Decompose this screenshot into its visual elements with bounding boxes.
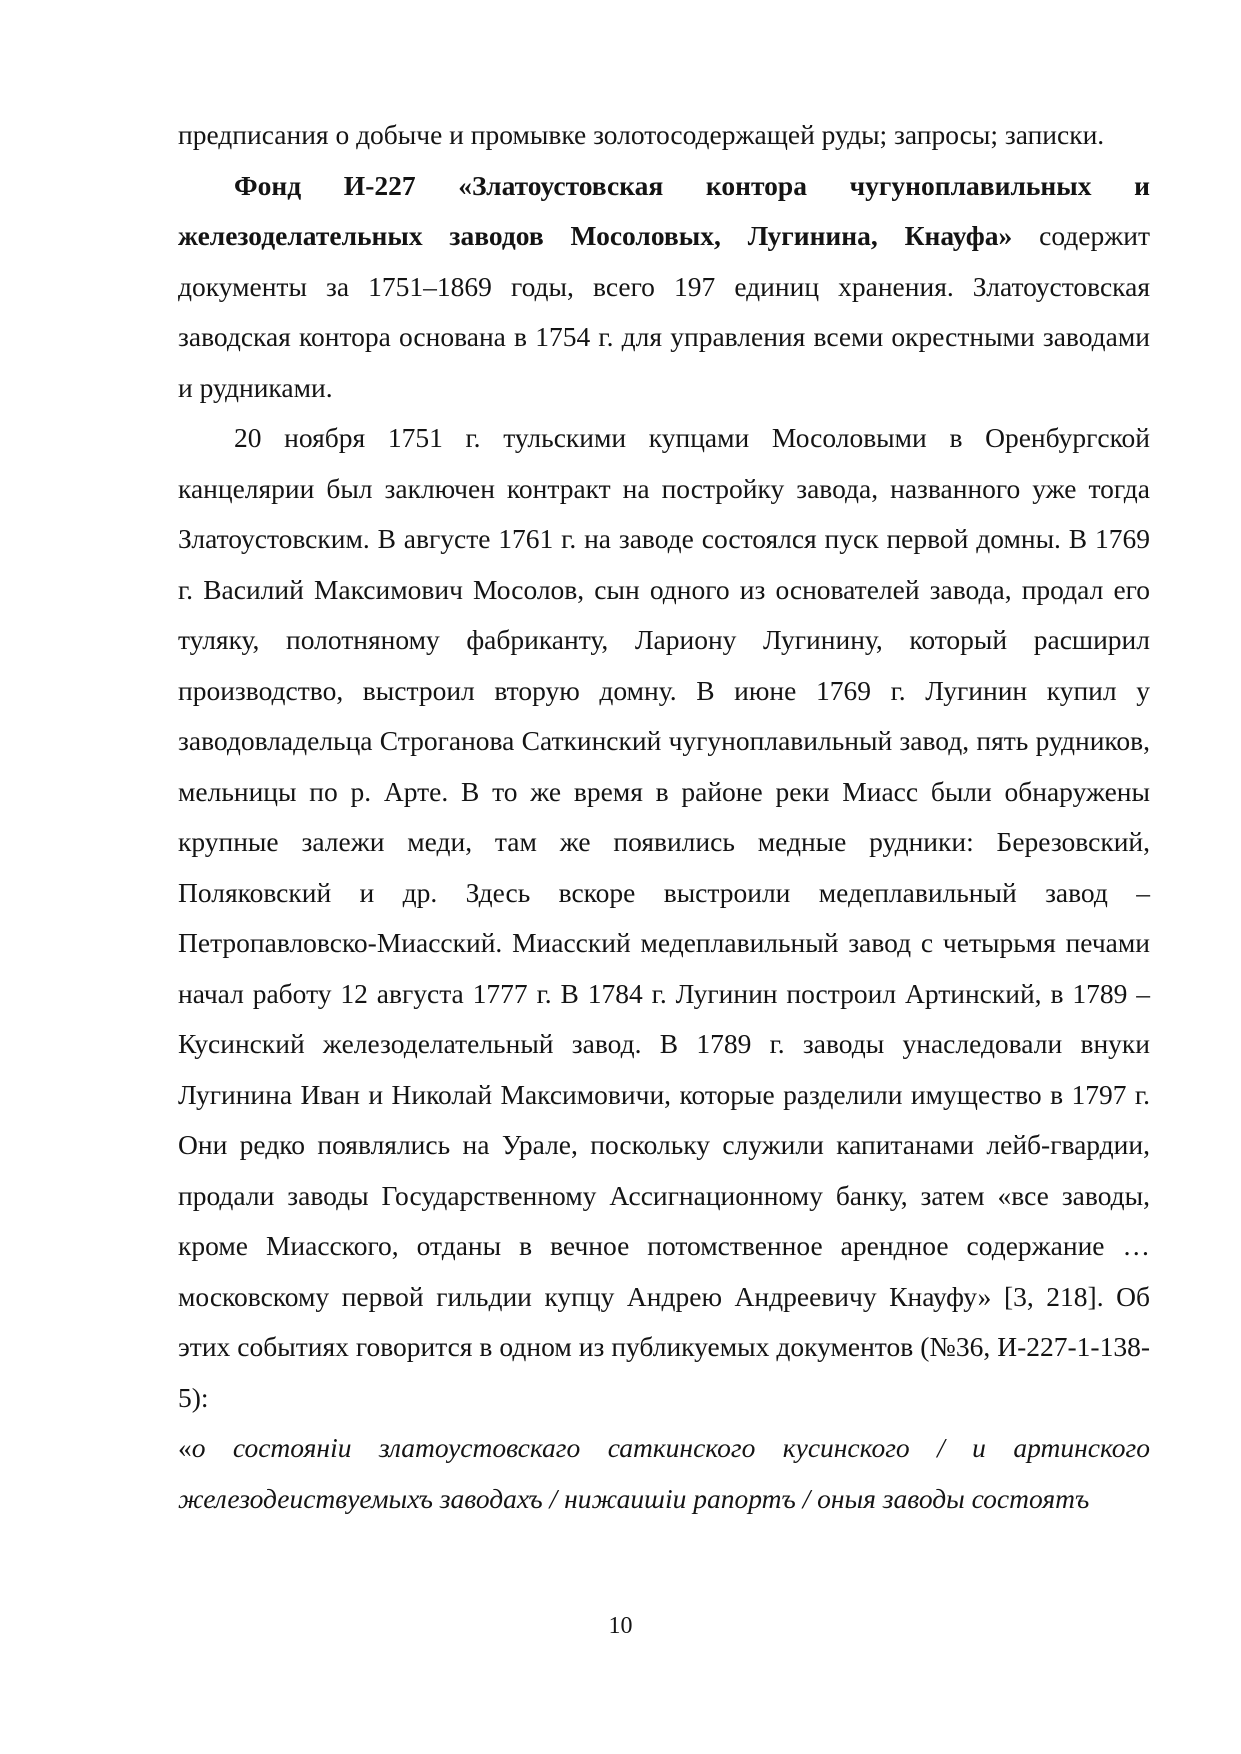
fond-title: Фонд И-227 «Златоустовская контора чугуноплавильных и железоделательных заводов Мосоловых, Лугинина, Кнауфа» <box>178 169 1150 251</box>
paragraph-fond-description <box>178 161 1150 414</box>
page-number: 10 <box>608 1613 633 1639</box>
paragraph-quoted-document <box>178 1423 1150 1524</box>
paragraph-continuation: предписания о добыче и промывке золотосодержащей руды; запросы; записки. <box>178 119 1105 150</box>
open-quote: « <box>178 1432 192 1463</box>
document-body <box>178 110 1150 1524</box>
fond-description-text: содержит документы за 1751–1869 годы, всего 197 единиц хранения. Златоустовская заводская контора основана в 1754 г. для управления всеми окрестными заводами и рудниками. <box>178 220 1150 403</box>
quoted-document-text: о состоянiи златоустовскаго саткинского кусинского / и артинского железодеиствуемыхъ заводахъ / нижаишiи рапортъ / оныя заводы состоятъ <box>178 1432 1150 1514</box>
paragraph-history: 20 ноября 1751 г. тульскими купцами Мосоловыми в Оренбургской канцелярии был заключен контракт на постройку завода, названного уже тогда Златоустовским. В августе 1761 г. на заводе состоялся пуск первой домны. В 1769 г. Василий Максимович Мосолов, сын одного из основателей завода, продал его туляку, полотняному фабриканту, Лариону Лугинину, который расширил производство, выстроил вторую домну. В июне 1769 г. Лугинин купил у заводовладельца Строганова Саткинский чугуноплавильный завод, пять рудников, мельницы по р. Арте. В то же время в районе реки Миасс были обнаружены крупные залежи меди, там же появились медные рудники: Березовский, Поляковский и др. Здесь вскоре выстроили медеплавильный завод – Петропавловско-Миасский. Миасский медеплавильный завод с четырьмя печами начал работу 12 августа 1777 г. В 1784 г. Лугинин построил Артинский, в 1789 – Кусинский железоделательный завод. В 1789 г. заводы унаследовали внуки Лугинина Иван и Николай Максимовичи, которые разделили имущество в 1797 г. Они редко появлялись на Урале, поскольку служили капитанами лейб-гвардии, продали заводы Государственному Ассигнационному банку, затем «все заводы, кроме Миасского, отданы в вечное потомственное арендное содержание … московскому первой гильдии купцу Андрею Андреевичу Кнауфу» [3, 218]. Об этих событиях говорится в одном из публикуемых документов (№36, И-227-1-138-5): <box>178 422 1150 1413</box>
